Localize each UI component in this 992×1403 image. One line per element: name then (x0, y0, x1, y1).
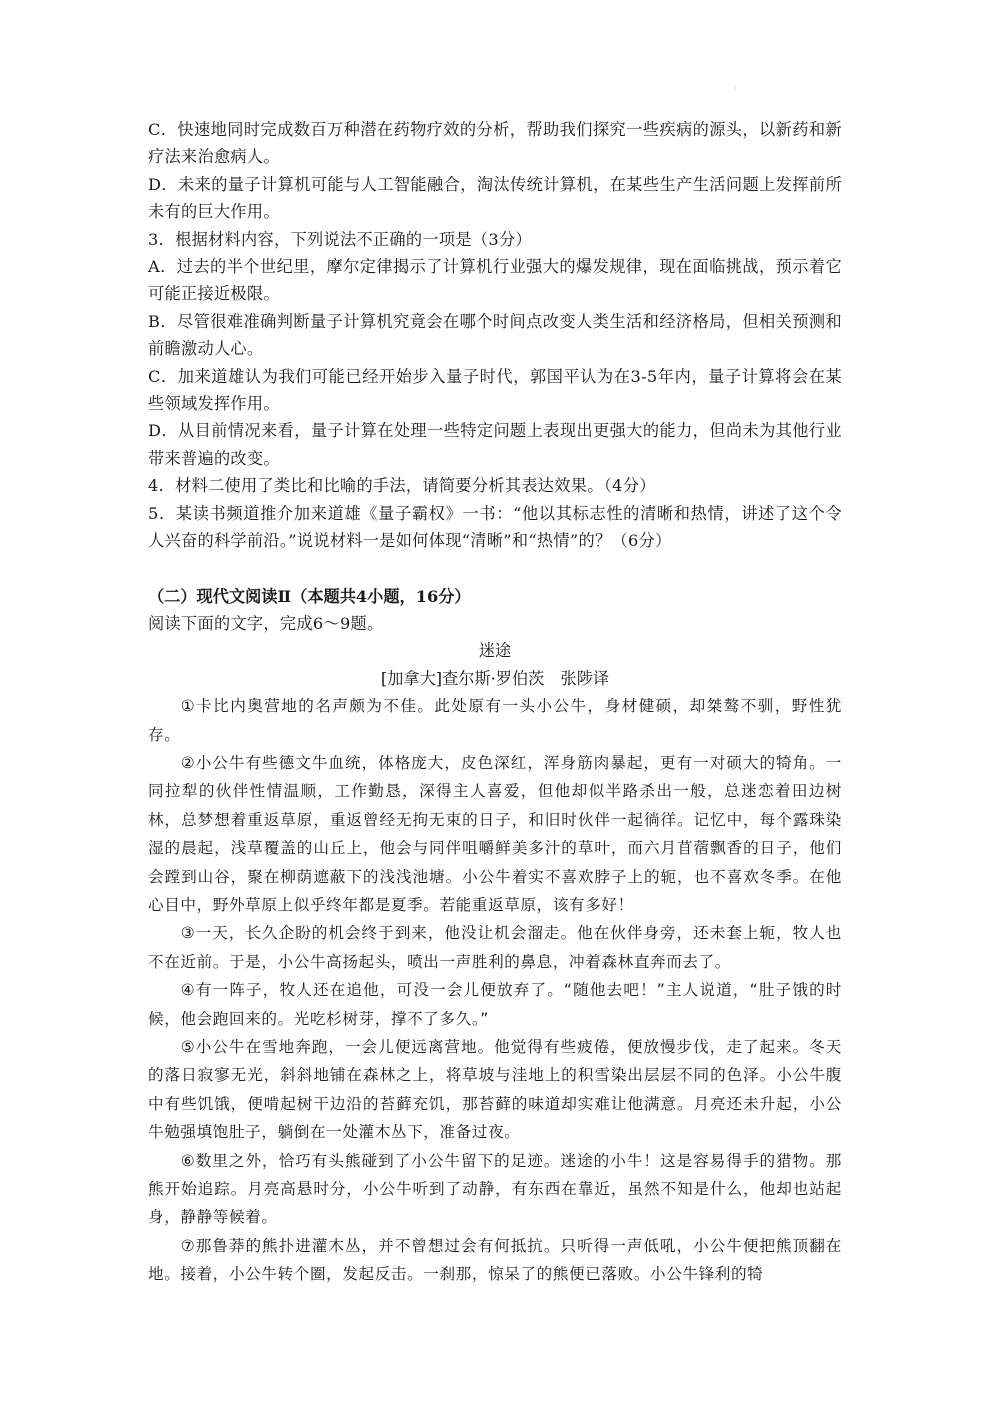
option-c-q3: C．加来道雄认为我们可能已经开始步入量子时代，郭国平认为在3-5年内，量子计算将会在某些领域发挥作用。 (148, 366, 842, 414)
story-paragraph-3: ③一天，长久企盼的机会终于到来，他没让机会溜走。他在伙伴身旁，还未套上轭，牧人也不在近前。于是，小公牛高扬起头，喷出一声胜利的鼻息，冲着森林直奔而去了。 (148, 924, 842, 971)
document-page (148, 116, 842, 1289)
question-5: 5．某读书频道推介加来道雄《量子霸权》一书：“他以其标志性的清晰和热情，讲述了这个令人兴奋的科学前沿。”说说材料一是如何体现“清晰”和“热情”的？（6分） (148, 503, 842, 551)
option-d-q2: D．未来的量子计算机可能与人工智能融合，淘汰传统计算机，在某些生产生活问题上发挥前所未有的巨大作用。 (148, 174, 842, 222)
story-paragraph-4: ④有一阵子，牧人还在追他，可没一会儿便放弃了。“随他去吧！”主人说道，“肚子饿的时候，他会跑回来的。光吃杉树芽，撑不了多久。” (148, 981, 842, 1028)
story-title: 迷途 (478, 641, 512, 661)
story-paragraph-5: ⑤小公牛在雪地奔跑，一会儿便远离营地。他觉得有些疲倦，便放慢步伐，走了起来。冬天的落日寂寥无光，斜斜地铺在森林之上，将草坡与洼地上的积雪染出层层不同的色泽。小公牛腹中有些饥饿，便啃起树干边沿的苔藓充饥，那苔藓的味道却实难让他满意。月亮还未升起，小公牛勉强填饱肚子，躺倒在一处灌木丛下，准备过夜。 (148, 1038, 842, 1142)
question-4: 4．材料二使用了类比和比喻的手法，请简要分析其表达效果。（4分） (148, 476, 656, 496)
section-heading: （二）现代文阅读Ⅱ（本题共4小题，16分） (148, 586, 471, 606)
option-c-q2: C．快速地同时完成数百万种潜在药物疗效的分析，帮助我们探究一些疾病的源头，以新药和新疗法来治愈病人。 (148, 120, 842, 167)
questions-block (148, 116, 842, 555)
option-a-q3: A．过去的半个世纪里，摩尔定律揭示了计算机行业强大的爆发规律，现在面临挑战，预示着它可能正接近极限。 (148, 257, 842, 304)
story-paragraph-1: ①卡比内奥营地的名声颇为不佳。此处原有一头小公牛，身材健硕，却桀骜不驯，野性犹存。 (148, 697, 842, 744)
scan-dot: · (734, 84, 737, 93)
story-author: [加拿大]查尔斯·罗伯茨 张陟译 (380, 668, 610, 688)
question-3: 3．根据材料内容，下列说法不正确的一项是（3分） (148, 229, 532, 249)
reading-instruction: 阅读下面的文字，完成6～9题。 (148, 613, 384, 633)
story-paragraph-7: ⑦那鲁莽的熊扑进灌木丛，并不曾想过会有何抵抗。只听得一声低吼，小公牛便把熊顶翻在地。接着，小公牛转个圈，发起反击。一刹那，惊呆了的熊便已落败。小公牛锋利的犄 (148, 1236, 842, 1284)
option-d-q3: D．从目前情况来看，量子计算在处理一些特定问题上表现出更强大的能力，但尚未为其他行业带来普遍的改变。 (148, 421, 842, 468)
option-b-q3: B．尽管很难准确判断量子计算机究竟会在哪个时间点改变人类生活和经济格局，但相关预测和前瞻激动人心。 (148, 311, 842, 359)
story-paragraph-2: ②小公牛有些德文牛血统，体格庞大，皮色深红，浑身筋肉暴起，更有一对硕大的犄角。一同拉犁的伙伴性情温顺，工作勤恳，深得主人喜爱，但他却似半路杀出一般，总迷恋着田边树林，总梦想着重返草原，重返曾经无拘无束的日子，和旧时伙伴一起徜徉。记忆中，每个露珠染湿的晨起，浅草覆盖的山丘上，他会与同伴咀嚼鲜美多汁的草叶，而六月苜蓿飘香的日子，他们会蹚到山谷，聚在柳荫遮蔽下的浅浅池塘。小公牛着实不喜欢脖子上的轭，也不喜欢冬季。在他心目中，野外草原上似乎终年都是夏季。若能重返草原，该有多好！ (148, 753, 842, 914)
story-body (148, 692, 842, 1289)
story-paragraph-6: ⑥数里之外，恰巧有头熊碰到了小公牛留下的足迹。迷途的小牛！这是容易得手的猎物。那熊开始追踪。月亮高悬时分，小公牛听到了动静，有东西在靠近，虽然不知是什么，他却也站起身，静静等候着。 (148, 1151, 842, 1227)
